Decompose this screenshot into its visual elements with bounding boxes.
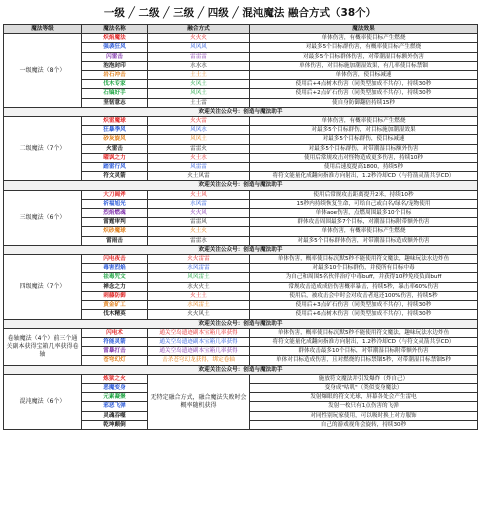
- effect: 使用后常规攻击距离提升2米，持续10秒: [250, 190, 478, 199]
- effect: 发射爆眼的符文光球，屏幕各处会产生雷电: [250, 393, 478, 402]
- magic-name: 闪电夜击: [82, 255, 148, 264]
- recipe: 通关空岛遗迹副本宝箱几率获得: [148, 347, 250, 356]
- magic-name: 大刀阔斧: [82, 190, 148, 199]
- magic-name: 元素凝聚: [82, 393, 148, 402]
- notice-text: 欢迎关注公众号：创造与魔法助手: [4, 107, 478, 116]
- recipe: 火土火: [148, 227, 250, 236]
- effect: 单体伤害，概率使目标沉默5秒不能使用符文魔法，趣味玩法水边炸鱼: [250, 255, 478, 264]
- magic-name: 黄金矿工: [82, 301, 148, 310]
- effect: 使用后速度提高1800，持续5秒: [250, 163, 478, 172]
- recipe: 火土土: [148, 291, 250, 300]
- recipe: 风风水: [148, 126, 250, 135]
- magic-name: 坚韧意志: [82, 98, 148, 107]
- recipe-note: 无特定融合方式，融合魔法失败时会概率随机获得: [148, 374, 250, 429]
- recipe: 火火雷雷: [148, 255, 250, 264]
- recipe: 水风雷土: [148, 301, 250, 310]
- notice-text: 欢迎关注公众号：创造与魔法助手: [4, 181, 478, 190]
- effect: 常规攻击造成成倍伤害概率暴击，持续5秒，暴击率60%伤害: [250, 282, 478, 291]
- notice-text: 欢迎关注公众号：创造与魔法助手: [4, 365, 478, 374]
- magic-name: 伐木精英: [82, 310, 148, 319]
- notice-row: [4, 365, 478, 374]
- magic-name: 祛毒咒文: [82, 273, 148, 282]
- effect: 自己的游戏视角会旋转，持续30秒: [250, 420, 478, 429]
- magic-name: 符能灵箭: [82, 337, 148, 346]
- table-row: [4, 34, 478, 43]
- magic-name: 烈焰燃魂: [82, 209, 148, 218]
- magic-name: 符文灵箭: [82, 172, 148, 181]
- magic-name: 踏雷行风: [82, 163, 148, 172]
- table-row: [4, 328, 478, 337]
- effect: 对最多5个目标群伤，使目标减速: [250, 135, 478, 144]
- table-row: [4, 374, 478, 383]
- recipe: 雷雷风: [148, 218, 250, 227]
- magic-name: 泡泡封印: [82, 61, 148, 70]
- magic-name: 岩石冲击: [82, 71, 148, 80]
- notice-text: 欢迎关注公众号：创造与魔法助手: [4, 245, 478, 254]
- group-label: 三级魔法（6个）: [4, 190, 82, 245]
- effect: 为自己和周围5名伙伴治疗中毒buff，并获得10秒免疫负面buff: [250, 273, 478, 282]
- recipe: 火火火: [148, 34, 250, 43]
- recipe: 水水水: [148, 61, 250, 70]
- effect: 使用后+4点树木伤害（同类型加成不共存），持续30秒: [250, 80, 478, 89]
- header-level: 魔法等级: [4, 25, 82, 34]
- table-row: [4, 255, 478, 264]
- recipe: 火土水: [148, 153, 250, 162]
- recipe: 风风雷土: [148, 273, 250, 282]
- magic-name: 乾坤颠倒: [82, 420, 148, 429]
- magic-name: 苍穹幻灯: [82, 356, 148, 365]
- effect: 对最多5个目标群体伤害，对带潮湿目标造成额外伤害: [250, 236, 478, 245]
- magic-name: 雷雨击: [82, 236, 148, 245]
- group-label: 混沌魔法（6个）: [4, 374, 82, 429]
- effect: 单体伤害，概率使目标沉默5秒不能使用符文魔法，趣味玩法水边炸鱼: [250, 328, 478, 337]
- notice-row: [4, 181, 478, 190]
- recipe: 土土土: [148, 71, 250, 80]
- effect: 对最多5个目标群伤，对目标施加潮湿效果: [250, 126, 478, 135]
- effect: 将符文能量化成翻向指准方向射出，1.2秒冷却CD（与符箭灵箭共享CD）: [250, 172, 478, 181]
- recipe: 水风雷雷: [148, 264, 250, 273]
- notice-row: [4, 319, 478, 328]
- magic-name: 刺藤防御: [82, 291, 148, 300]
- recipe: 通关空岛遗迹副本宝箱几率获得: [148, 328, 250, 337]
- recipe: 雷雷雷: [148, 52, 250, 61]
- notice-text: 欢迎关注公众号：创造与魔法助手: [4, 319, 478, 328]
- magic-name: 狂暴季风: [82, 126, 148, 135]
- group-label: 二级魔法（7个）: [4, 117, 82, 181]
- magic-name: 砂灰旋风: [82, 135, 148, 144]
- effect: 使用后，被攻击会中时会对攻击者返还100%伤害，持续5秒: [250, 291, 478, 300]
- group-label: 卷轴魔法（4个）前三个通关副本获得宝箱几率获得卷轴: [4, 328, 82, 365]
- effect: 对最多5个目标群伤，对带潮湿目标额外伤害: [250, 144, 478, 153]
- magic-name: 炼狱之火: [82, 374, 148, 383]
- recipe: 风雷雷: [148, 163, 250, 172]
- recipe: 风风土: [148, 135, 250, 144]
- magic-name: 伐木专家: [82, 80, 148, 89]
- recipe: 风风土: [148, 89, 250, 98]
- magic-name: 邪恶飞弹: [82, 402, 148, 411]
- effect: 使用后+6点树木伤害（同类型加成不共存），持续30秒: [250, 310, 478, 319]
- magic-name: 炽雷魔球: [82, 117, 148, 126]
- effect: 使用后+2点矿石伤害（同类型加成不共存），持续30秒: [250, 89, 478, 98]
- recipe: 通关空岛遗迹副本宝箱几率获得: [148, 337, 250, 346]
- fusion-table: [3, 24, 478, 430]
- magic-name: 雷霆审判: [82, 218, 148, 227]
- magic-name: 毒害烈焰: [82, 264, 148, 273]
- notice-row: [4, 107, 478, 116]
- magic-name: 闪雷击: [82, 52, 148, 61]
- table-row: [4, 190, 478, 199]
- magic-name: 禅念之力: [82, 282, 148, 291]
- effect: 单体伤害，有概率使目标产生燃烧: [250, 34, 478, 43]
- recipe: 火火雷: [148, 117, 250, 126]
- magic-name: 恶魔变身: [82, 383, 148, 392]
- effect: 使用后常规攻击对怪物造成更多伤害，持续10秒: [250, 153, 478, 162]
- effect: 对最多10个目标群伤，并使所有目标中毒: [250, 264, 478, 273]
- effect: 单体伤害，有概率使目标产生燃烧: [250, 117, 478, 126]
- recipe: 水风雷: [148, 199, 250, 208]
- magic-name: 强袭狂风: [82, 43, 148, 52]
- effect: 施放符文魔法并引发爆炸（炸自己）: [250, 374, 478, 383]
- effect: 单体伤害，对目标施加潮湿效果，有几率使目标禁锢: [250, 61, 478, 70]
- recipe: 水火火土: [148, 282, 250, 291]
- effect: 变身成"咕叽"（类似变身魔法）: [250, 383, 478, 392]
- recipe: 雷雷火: [148, 144, 250, 153]
- recipe: 火风土: [148, 80, 250, 89]
- effect: 单体aoe伤害，点燃周围最多10个目标: [250, 209, 478, 218]
- effect: 使自身防御翻倍持续15秒: [250, 98, 478, 107]
- magic-name: 火雷击: [82, 144, 148, 153]
- notice-row: [4, 245, 478, 254]
- recipe: 火火风: [148, 209, 250, 218]
- effect: 对最多5个目标群伤害，有概率使目标产生燃烧: [250, 43, 478, 52]
- effect: 对同性别玩家使用，可以吸时换上对方服饰: [250, 411, 478, 420]
- recipe: 土土雷: [148, 98, 250, 107]
- header-name: 魔法名称: [82, 25, 148, 34]
- header-row: [4, 25, 478, 34]
- recipe: 火土风: [148, 190, 250, 199]
- effect: 单体对目标造成伤害，且对燃烧的目标禁锢5秒，对带潮湿目标禁锢5秒: [250, 356, 478, 365]
- effect: 使用后+3点矿石伤害（同类型加成不共存），持续30秒: [250, 301, 478, 310]
- effect: 单体伤害，使目标减速: [250, 71, 478, 80]
- header-recipe: 融合方式: [148, 25, 250, 34]
- magic-name: 灵魂吞噬: [82, 411, 148, 420]
- effect: 发射一枚只有1点伤害的飞弹: [250, 402, 478, 411]
- recipe: 火土风雷: [148, 172, 250, 181]
- group-label: 四级魔法（7个）: [4, 255, 82, 319]
- magic-name: 祈福旭光: [82, 199, 148, 208]
- table-row: [4, 117, 478, 126]
- magic-name: 炽砂魔球: [82, 227, 148, 236]
- effect: 15秒内持续恢复生命，可给自己或白名/绿名/宠物使用: [250, 199, 478, 208]
- magic-name: 曜讽之力: [82, 153, 148, 162]
- effect: 将符文能量化成翻向指准方向射出，1.2秒冷却CD（与符文灵箭共享CD）: [250, 337, 478, 346]
- effect: 群体攻击最多10个目标，对带潮湿目标附带额外伤害: [250, 347, 478, 356]
- recipe: 火火风土: [148, 310, 250, 319]
- recipe: 风风风: [148, 43, 250, 52]
- recipe: 雷雷水: [148, 236, 250, 245]
- recipe: 击杀苍穹幻龙获得，绑定卷轴: [148, 356, 250, 365]
- table-body: [4, 34, 478, 430]
- effect: 单体伤害，有概率使目标产生燃烧: [250, 227, 478, 236]
- effect: 对最多5个目标群体伤害，对带潮湿目标额外伤害: [250, 52, 478, 61]
- group-label: 一级魔法（8个）: [4, 34, 82, 108]
- magic-name: 雷暴打击: [82, 347, 148, 356]
- magic-name: 石镐好手: [82, 89, 148, 98]
- magic-name: 闪电术: [82, 328, 148, 337]
- header-effect: 魔法效果: [250, 25, 478, 34]
- page-title: 一级 ╱ 二级 ╱ 三级 ╱ 四级 ╱ 混沌魔法 融合方式（38个）: [103, 7, 377, 19]
- magic-name: 炽焰魔法: [82, 34, 148, 43]
- effect: 群体攻击周围最多7个目标，对潮湿目标附带额外伤害: [250, 218, 478, 227]
